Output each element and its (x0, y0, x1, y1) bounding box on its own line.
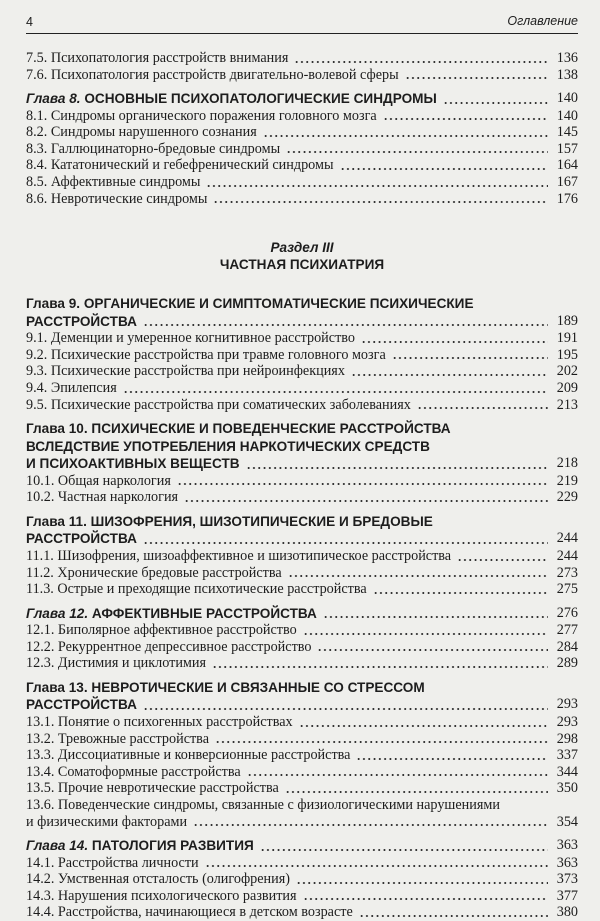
entry-page-number: 284 (556, 638, 578, 655)
chapter-title-line (26, 296, 474, 311)
dot-leader (285, 790, 548, 794)
entry-page-number: 277 (556, 622, 578, 639)
chapter-heading-line (26, 530, 578, 548)
chapter-page-number: 189 (556, 312, 578, 329)
toc-entry (26, 780, 578, 797)
toc-entry (26, 174, 578, 191)
toc-entry (26, 565, 578, 582)
entry-page-number: 354 (556, 813, 578, 830)
entry-page-number: 164 (556, 157, 578, 174)
dot-leader (299, 724, 548, 728)
toc-group (26, 679, 578, 830)
chapter-page-number: 293 (556, 696, 578, 713)
chapter-page-number: 244 (556, 530, 578, 547)
toc-group (26, 605, 578, 672)
chapter-heading-line (26, 455, 578, 473)
entry-title: 13.1. Понятие о психогенных расстройствах (26, 713, 293, 730)
entry-page-number: 298 (556, 730, 578, 747)
entry-title: 10.2. Частная наркология (26, 489, 179, 506)
dot-leader (303, 632, 548, 636)
entry-title: 13.4. Соматоформные расстройства (26, 763, 241, 780)
entry-page-number: 213 (556, 396, 578, 413)
chapter-title-line (26, 530, 137, 548)
entry-page-number: 195 (556, 346, 578, 363)
chapter-heading-line (26, 438, 578, 456)
entry-title: 9.1. Деменции и умеренное когнитивное расстройство (26, 330, 355, 347)
entry-title: 14.2. Умственная отсталость (олигофрения) (26, 871, 290, 888)
entry-title: 8.1. Синдромы органического поражения головного мозга (26, 107, 377, 124)
chapter-page-number: 140 (556, 90, 578, 107)
dot-leader (212, 665, 548, 669)
chapter-title-text: РАССТРОЙСТВА (26, 313, 137, 329)
dot-leader (177, 482, 548, 486)
toc-entry (26, 363, 578, 380)
dot-leader (443, 101, 548, 105)
chapter-label: Глава 12. (26, 605, 89, 621)
dot-leader (123, 390, 548, 394)
dot-leader (143, 323, 548, 327)
toc-group (26, 50, 578, 83)
chapter-title-text: РАССТРОЙСТВА (26, 531, 137, 547)
chapter-label: Глава 13. (26, 679, 88, 695)
dot-leader (193, 823, 548, 827)
entry-title: 8.3. Галлюцинаторно-бредовые синдромы (26, 140, 281, 157)
entry-page-number: 337 (556, 747, 578, 764)
chapter-heading-line (26, 679, 578, 697)
toc-entry (26, 764, 578, 781)
toc-entry (26, 548, 578, 565)
chapter-heading-line (26, 837, 578, 855)
toc-group (26, 420, 578, 506)
entry-title: 7.5. Психопатология расстройств внимания (26, 50, 289, 66)
entry-title: 13.2. Тревожные расстройства (26, 730, 209, 747)
chapter-title-text: РАССТРОЙСТВА (26, 697, 137, 713)
dot-leader (247, 773, 548, 777)
chapter-title-line (26, 696, 137, 714)
dot-leader (215, 740, 548, 744)
toc-entry (26, 330, 578, 347)
entry-page-number: 350 (556, 780, 578, 797)
toc-group (26, 837, 578, 921)
entry-title: 8.6. Невротические синдромы (26, 190, 208, 207)
entry-page-number: 138 (556, 66, 578, 83)
page-number: 4 (26, 15, 33, 29)
running-title: Оглавление (507, 14, 578, 28)
chapter-page-number: 363 (556, 837, 578, 854)
toc-entry (26, 747, 578, 764)
toc-entry (26, 731, 578, 748)
entry-title: 9.3. Психические расстройства при нейроинфекциях (26, 363, 345, 380)
entry-page-number: 373 (556, 871, 578, 888)
dot-leader (317, 648, 548, 652)
entry-page-number: 176 (556, 190, 578, 207)
chapter-title-line (26, 605, 317, 623)
toc-entry (26, 655, 578, 672)
chapter-label: Глава 11. (26, 513, 87, 529)
entry-title: 11.3. Острые и преходящие психотические расстройства (26, 581, 367, 598)
toc-entry (26, 904, 578, 921)
entry-title: 13.5. Прочие невротические расстройства (26, 780, 279, 797)
chapter-page-number: 276 (556, 604, 578, 621)
dot-leader (206, 184, 548, 188)
chapter-heading-line (26, 90, 578, 108)
dot-leader (260, 848, 548, 852)
chapter-label: Глава 9. (26, 296, 81, 312)
toc-group (26, 295, 578, 413)
toc-entry (26, 489, 578, 506)
toc-entry (26, 141, 578, 158)
toc-entry (26, 157, 578, 174)
dot-leader (417, 406, 548, 410)
entry-page-number: 244 (556, 547, 578, 564)
entry-page-number: 219 (556, 472, 578, 489)
entry-page-number: 380 (556, 904, 578, 921)
part-title: ЧАСТНАЯ ПСИХИАТРИЯ (219, 257, 385, 273)
toc-group (26, 513, 578, 598)
chapter-title-line (26, 439, 430, 454)
dot-leader (405, 76, 548, 80)
dot-leader (359, 914, 548, 918)
entry-page-number: 202 (556, 363, 578, 380)
toc-entry (26, 124, 578, 141)
dot-leader (303, 897, 548, 901)
toc-entry (26, 191, 578, 208)
entry-page-number: 363 (556, 854, 578, 871)
toc-entry (26, 855, 578, 872)
entry-title: 8.4. Кататонический и гебефренический синдромы (26, 157, 334, 174)
toc-entry (26, 871, 578, 888)
toc-entry (26, 397, 578, 414)
chapter-heading-line (26, 313, 578, 331)
chapter-title-text: ПАТОЛОГИЯ РАЗВИТИЯ (91, 838, 254, 854)
dot-leader (457, 558, 548, 562)
dot-leader (205, 864, 548, 868)
dot-leader (392, 356, 548, 360)
entry-title: 9.4. Эпилепсия (26, 380, 117, 397)
toc-entry (26, 380, 578, 397)
chapter-title-text: ОРГАНИЧЕСКИЕ И СИМПТОМАТИЧЕСКИЕ ПСИХИЧЕСКИЕ (83, 296, 474, 312)
toc-entry (26, 347, 578, 364)
chapter-label: Глава 8. (26, 91, 81, 107)
part-label: Раздел III (270, 240, 334, 256)
entry-title: 9.5. Психические расстройства при соматических заболеваниях (26, 396, 411, 413)
chapter-title-line (26, 837, 254, 855)
dot-leader (373, 591, 548, 595)
entry-title: 8.2. Синдромы нарушенного сознания (26, 124, 257, 141)
chapter-title-text: И ПСИХОАКТИВНЫХ ВЕЩЕСТВ (26, 456, 240, 472)
chapter-title-text: АФФЕКТИВНЫЕ РАССТРОЙСТВА (91, 605, 317, 621)
toc-entry (26, 67, 578, 84)
entry-page-number: 229 (556, 489, 578, 506)
chapter-heading-line (26, 420, 578, 438)
toc-entry (26, 473, 578, 490)
toc-entry (26, 108, 578, 125)
dot-leader (356, 757, 548, 761)
entry-page-number: 191 (556, 330, 578, 347)
entry-page-number: 145 (556, 124, 578, 141)
entry-page-number: 167 (556, 174, 578, 191)
entry-title: 7.6. Психопатология расстройств двигательно-волевой сферы (26, 66, 399, 83)
chapter-title-text: ВСЛЕДСТВИЕ УПОТРЕБЛЕНИЯ НАРКОТИЧЕСКИХ СРЕДСТВ (26, 438, 430, 454)
dot-leader (213, 200, 548, 204)
entry-page-number: 344 (556, 763, 578, 780)
chapter-title-text: ШИЗОФРЕНИЯ, ШИЗОТИПИЧЕСКИЕ И БРЕДОВЫЕ (90, 513, 433, 529)
chapter-label: Глава 14. (26, 838, 89, 854)
dot-leader (361, 340, 548, 344)
chapter-heading-line (26, 605, 578, 623)
entry-page-number: 273 (556, 564, 578, 581)
dot-leader (263, 134, 548, 138)
chapter-title-line (26, 421, 451, 436)
chapter-heading-line (26, 696, 578, 714)
toc-entry (26, 622, 578, 639)
chapter-title-line (26, 680, 425, 695)
dot-leader (294, 60, 548, 64)
dot-leader (143, 707, 548, 711)
entry-title: 14.3. Нарушения психологического развития (26, 887, 297, 904)
chapter-heading-line (26, 513, 578, 531)
running-header (26, 10, 578, 34)
chapter-title-line (26, 514, 433, 529)
entry-title: 14.1. Расстройства личности (26, 854, 199, 871)
chapter-page-number: 218 (556, 455, 578, 472)
entry-page-number: 136 (556, 50, 578, 66)
entry-page-number: 377 (556, 887, 578, 904)
entry-title: 9.2. Психические расстройства при травме головного мозга (26, 346, 386, 363)
toc-entry-line (26, 797, 578, 814)
toc-entry (26, 714, 578, 731)
toc-entry (26, 639, 578, 656)
dot-leader (383, 117, 548, 121)
dot-leader (286, 150, 548, 154)
dot-leader (246, 466, 548, 470)
entry-title: 13.6. Поведенческие синдромы, связанные с физиологическими нарушениями (26, 796, 500, 813)
dot-leader (323, 615, 548, 619)
toc-entry (26, 581, 578, 598)
entry-page-number: 293 (556, 713, 578, 730)
entry-page-number: 140 (556, 107, 578, 124)
chapter-heading-line (26, 295, 578, 313)
chapter-title-text: ОСНОВНЫЕ ПСИХОПАТОЛОГИЧЕСКИЕ СИНДРОМЫ (84, 91, 437, 107)
chapter-title-text: ПСИХИЧЕСКИЕ И ПОВЕДЕНЧЕСКИЕ РАССТРОЙСТВА (91, 421, 451, 437)
entry-page-number: 209 (556, 380, 578, 397)
dot-leader (184, 499, 548, 503)
entry-title: 8.5. Аффективные синдромы (26, 174, 201, 191)
entry-title: 11.2. Хронические бредовые расстройства (26, 564, 282, 581)
entry-title: 10.1. Общая наркология (26, 472, 171, 489)
entry-title: 14.4. Расстройства, начинающиеся в детском возрасте (26, 904, 353, 921)
entry-title: 12.2. Рекуррентное депрессивное расстройство (26, 638, 312, 655)
part-heading (26, 239, 578, 273)
chapter-title-text: НЕВРОТИЧЕСКИЕ И СВЯЗАННЫЕ СО СТРЕССОМ (91, 679, 425, 695)
dot-leader (351, 373, 548, 377)
dot-leader (296, 881, 548, 885)
dot-leader (143, 541, 548, 545)
entry-title: 12.3. Дистимия и циклотимия (26, 655, 207, 672)
entry-page-number: 289 (556, 655, 578, 672)
entry-title-continued: и физическими факторами (26, 813, 188, 830)
entry-title: 11.1. Шизофрения, шизоаффективное и шизотипическое расстройства (26, 547, 452, 564)
toc-entry (26, 50, 578, 67)
dot-leader (340, 167, 548, 171)
chapter-title-line (26, 90, 437, 108)
toc-entry (26, 814, 578, 831)
entry-title: 13.3. Диссоциативные и конверсионные расстройства (26, 747, 351, 764)
toc-entry (26, 888, 578, 905)
table-of-contents (26, 50, 578, 921)
dot-leader (288, 574, 548, 578)
toc-group (26, 90, 578, 207)
entry-title: 12.1. Биполярное аффективное расстройство (26, 622, 297, 639)
chapter-title-line (26, 455, 240, 473)
entry-page-number: 275 (556, 581, 578, 598)
entry-page-number: 157 (556, 140, 578, 157)
chapter-title-line (26, 313, 137, 331)
chapter-label: Глава 10. (26, 421, 88, 437)
